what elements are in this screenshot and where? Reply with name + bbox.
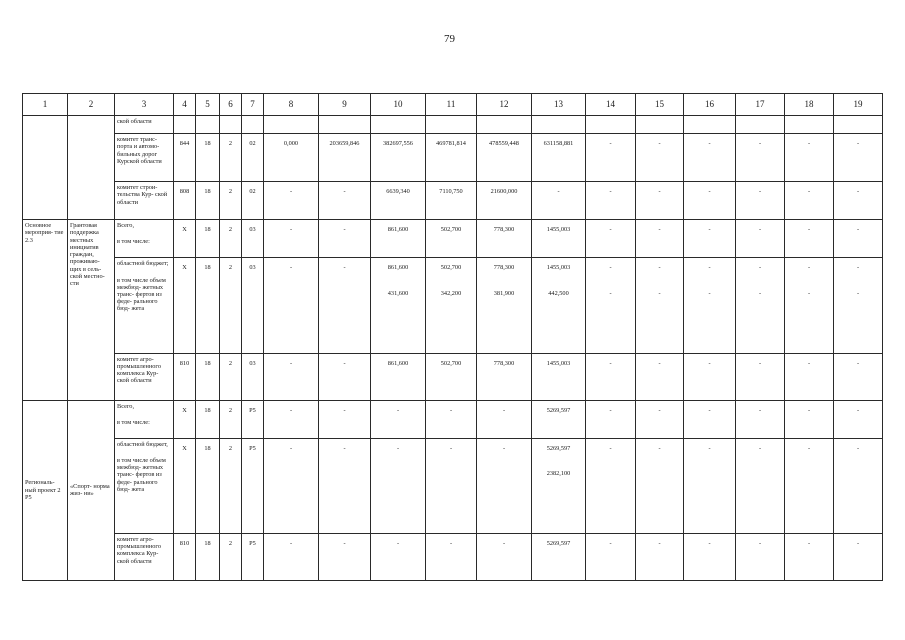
cell-c6: 2 [220, 182, 242, 220]
cell-c12 [477, 258, 532, 353]
cell-c17: - [736, 182, 785, 220]
column-header: 5 [196, 94, 220, 116]
value-line: - [856, 289, 860, 297]
cell-c7: Р5 [242, 400, 264, 438]
cell-c16: - [684, 182, 736, 220]
cell-c6: 2 [220, 533, 242, 580]
cell-c15: - [636, 353, 684, 400]
value-line: 381,900 [493, 289, 515, 297]
cell-c6: 2 [220, 353, 242, 400]
recipient-cell [115, 258, 174, 353]
value-line: 1455,003 [546, 264, 571, 272]
column-header: 2 [68, 94, 115, 116]
cell-c10: 6639,340 [371, 182, 426, 220]
cell-c4: Х [174, 220, 196, 258]
cell-c12: 778,300 [477, 220, 532, 258]
cell-c9: - [319, 400, 371, 438]
cell-c12: 21600,000 [477, 182, 532, 220]
value-line: - [658, 289, 661, 297]
cell-c11: 469781,814 [426, 134, 477, 182]
value-line: - [708, 264, 711, 272]
cell-c18 [785, 258, 834, 353]
cell-c15: - [636, 220, 684, 258]
column-header: 10 [371, 94, 426, 116]
value-line: 778,300 [493, 264, 515, 272]
column-header: 14 [586, 94, 636, 116]
cell-c17: - [736, 400, 785, 438]
cell-c17: - [736, 533, 785, 580]
cell-c16 [684, 258, 736, 353]
header-row [23, 94, 883, 116]
cell-c14 [586, 258, 636, 353]
cell-c11: 502,700 [426, 353, 477, 400]
cell-c7: 02 [242, 134, 264, 182]
value-line: 431,600 [387, 289, 409, 297]
cell-c14: - [586, 533, 636, 580]
cell-c4: Х [174, 438, 196, 533]
cell-c15: - [636, 182, 684, 220]
cell-c19: - [834, 400, 883, 438]
recipient-cell: комитет агро- промышленного комплекса Кур- ской области [115, 353, 174, 400]
cell-c10: - [371, 400, 426, 438]
cell-c4: 808 [174, 182, 196, 220]
column-header: 17 [736, 94, 785, 116]
cell-c7: 03 [242, 220, 264, 258]
cell-c13: 1455,003 [532, 220, 586, 258]
cell-c19: - [834, 134, 883, 182]
cell-c5: 18 [196, 533, 220, 580]
cell-c7: 03 [242, 353, 264, 400]
column-header: 15 [636, 94, 684, 116]
cell-c4: Х [174, 400, 196, 438]
cell-c5: 18 [196, 258, 220, 353]
table-row [23, 400, 883, 438]
recipient-line: областной бюджет, [117, 440, 168, 448]
cell-c4: 844 [174, 134, 196, 182]
recipient-cell: ской области [115, 116, 174, 134]
cell-c19: - [834, 533, 883, 580]
cell-c5: 18 [196, 134, 220, 182]
cell-c5: 18 [196, 400, 220, 438]
measure-description: Грантовая поддержка местных инициатив граждан, проживаю- щих в сель- ской местно- сти [68, 220, 115, 400]
cell-c5: 18 [196, 182, 220, 220]
cell-c9: - [319, 220, 371, 258]
cell-c12: 778,300 [477, 353, 532, 400]
cell-c10 [371, 258, 426, 353]
cell-c8: - [264, 182, 319, 220]
cell-c9: - [319, 438, 371, 533]
cell-c11: - [426, 438, 477, 533]
cell-c4: 810 [174, 533, 196, 580]
cell-c9: - [319, 182, 371, 220]
cell-c5: 18 [196, 438, 220, 533]
cell-c4: 810 [174, 353, 196, 400]
cell-c9: 203659,846 [319, 134, 371, 182]
cell-c12: 478559,448 [477, 134, 532, 182]
budget-table [22, 93, 883, 581]
cell-c18: - [785, 438, 834, 533]
cell-c5: 18 [196, 220, 220, 258]
cell-c10: 861,600 [371, 220, 426, 258]
cell-c15: - [636, 533, 684, 580]
cell-c14: - [586, 220, 636, 258]
cell-c14: - [586, 400, 636, 438]
value-line: - [807, 289, 811, 297]
cell-c17: - [736, 220, 785, 258]
cell-c13 [532, 258, 586, 353]
cell-c10: - [371, 438, 426, 533]
table-row [23, 533, 883, 580]
project-description: «Спорт- норма жиз- ни» [68, 400, 115, 580]
value-line: - [658, 264, 661, 272]
cell-c12: - [477, 438, 532, 533]
value-line: - [609, 264, 612, 272]
cell-c14: - [586, 438, 636, 533]
cell-c18: - [785, 400, 834, 438]
cell-c18: - [785, 134, 834, 182]
cell-c9: - [319, 533, 371, 580]
cell-c16: - [684, 400, 736, 438]
cell-c17: - [736, 353, 785, 400]
cell-c8 [264, 258, 319, 353]
cell-c14: - [586, 353, 636, 400]
measure-name: Основное мероприя- тие 2.3 [23, 220, 68, 400]
cell-c19: - [834, 438, 883, 533]
table-row [23, 220, 883, 258]
cell-c2 [68, 116, 115, 220]
cell-c18: - [785, 182, 834, 220]
cell-c15: - [636, 134, 684, 182]
cell-c10: 382697,556 [371, 134, 426, 182]
value-line: - [609, 289, 612, 297]
cell-c15 [636, 258, 684, 353]
column-header: 8 [264, 94, 319, 116]
cell-c11: 502,700 [426, 220, 477, 258]
cell-c8: - [264, 400, 319, 438]
column-header: 19 [834, 94, 883, 116]
column-header: 3 [115, 94, 174, 116]
cell-c6: 2 [220, 258, 242, 353]
column-header: 16 [684, 94, 736, 116]
cell-c15: - [636, 400, 684, 438]
table-row [23, 258, 883, 353]
recipient-line: областной бюджет; [117, 260, 169, 268]
value-line: 502,700 [440, 264, 462, 272]
table-row [23, 353, 883, 400]
recipient-line: в том числе: [117, 238, 150, 246]
table-row [23, 438, 883, 533]
cell-c10: - [371, 533, 426, 580]
cell-c11: 7110,750 [426, 182, 477, 220]
column-header: 13 [532, 94, 586, 116]
cell-c9 [319, 258, 371, 353]
cell-c6: 2 [220, 438, 242, 533]
recipient-cell: комитет агро- промышленного комплекса Кур- ской области [115, 533, 174, 580]
cell-c12: - [477, 400, 532, 438]
value-line: - [343, 264, 346, 272]
cell-c8: - [264, 533, 319, 580]
cell-c16: - [684, 220, 736, 258]
column-header: 12 [477, 94, 532, 116]
cell-c13: 5269,597 [532, 533, 586, 580]
column-header: 11 [426, 94, 477, 116]
column-header: 6 [220, 94, 242, 116]
recipient-line: в том числе объем межбюд- жетных транс- фертов из феде- рального бюд- жета [117, 456, 166, 493]
column-header: 7 [242, 94, 264, 116]
value-line: - [758, 289, 762, 297]
recipient-cell [115, 438, 174, 533]
column-header: 1 [23, 94, 68, 116]
value-line: 342,200 [440, 289, 462, 297]
cell-c7: Р5 [242, 438, 264, 533]
cell-c17: - [736, 438, 785, 533]
recipient-cell [115, 220, 174, 258]
cell-c8: - [264, 353, 319, 400]
cell-c14: - [586, 134, 636, 182]
project-name: Региональ- ный проект 2 Р5 [23, 400, 68, 580]
cell-c8: 0,000 [264, 134, 319, 182]
cell-c17: - [736, 134, 785, 182]
value-line: 2382,100 [546, 469, 571, 477]
column-header: 18 [785, 94, 834, 116]
cell-c6: 2 [220, 400, 242, 438]
column-header: 4 [174, 94, 196, 116]
cell-c19 [834, 258, 883, 353]
cell-c5: 18 [196, 353, 220, 400]
cell-c14: - [586, 182, 636, 220]
cell-c6: 2 [220, 220, 242, 258]
cell-c19: - [834, 182, 883, 220]
cell-c13 [532, 438, 586, 533]
cell-c16: - [684, 134, 736, 182]
table-row [23, 182, 883, 220]
recipient-line: Всего, [117, 402, 135, 410]
cell-c13: 5269,597 [532, 400, 586, 438]
value-line: 442,500 [548, 289, 569, 297]
column-header: 9 [319, 94, 371, 116]
cell-c13: - [532, 182, 586, 220]
cell-c1 [23, 116, 68, 220]
recipient-cell [115, 400, 174, 438]
cell-c16: - [684, 533, 736, 580]
cell-c13: 631158,881 [532, 134, 586, 182]
cell-c9: - [319, 353, 371, 400]
cell-c19: - [834, 353, 883, 400]
recipient-line: Всего, [117, 222, 135, 230]
cell-c7: 02 [242, 182, 264, 220]
recipient-cell: комитет строи- тельства Кур- ской области [115, 182, 174, 220]
cell-c18: - [785, 533, 834, 580]
value-line: - [758, 264, 762, 272]
cell-c11 [426, 258, 477, 353]
cell-c7: 03 [242, 258, 264, 353]
cell-c16: - [684, 353, 736, 400]
recipient-line: в том числе объем межбюд- жетных транс- фертов из феде- рального бюд- жета [117, 276, 166, 313]
recipient-cell: комитет транс- порта и автомо- бильных дорог Курской области [115, 134, 174, 182]
cell-c11: - [426, 533, 477, 580]
cell-c18: - [785, 353, 834, 400]
cell-c13: 1455,003 [532, 353, 586, 400]
cell-c7: Р5 [242, 533, 264, 580]
cell-c8: - [264, 220, 319, 258]
cell-c17 [736, 258, 785, 353]
table-row [23, 134, 883, 182]
cell-c10: 861,600 [371, 353, 426, 400]
value-line: - [856, 264, 860, 272]
value-line: - [708, 289, 711, 297]
recipient-line: в том числе: [117, 418, 150, 426]
cell-c4: Х [174, 258, 196, 353]
value-line: 861,600 [387, 264, 409, 272]
cell-c11: - [426, 400, 477, 438]
cell-c12: - [477, 533, 532, 580]
cell-c8: - [264, 438, 319, 533]
cell-c18: - [785, 220, 834, 258]
table-row [23, 116, 883, 134]
value-line: - [807, 264, 811, 272]
cell-c6: 2 [220, 134, 242, 182]
cell-c19: - [834, 220, 883, 258]
page-number: 79 [444, 33, 455, 45]
value-line: 5269,597 [546, 444, 571, 452]
cell-c15: - [636, 438, 684, 533]
value-line: - [289, 264, 293, 272]
cell-c16: - [684, 438, 736, 533]
